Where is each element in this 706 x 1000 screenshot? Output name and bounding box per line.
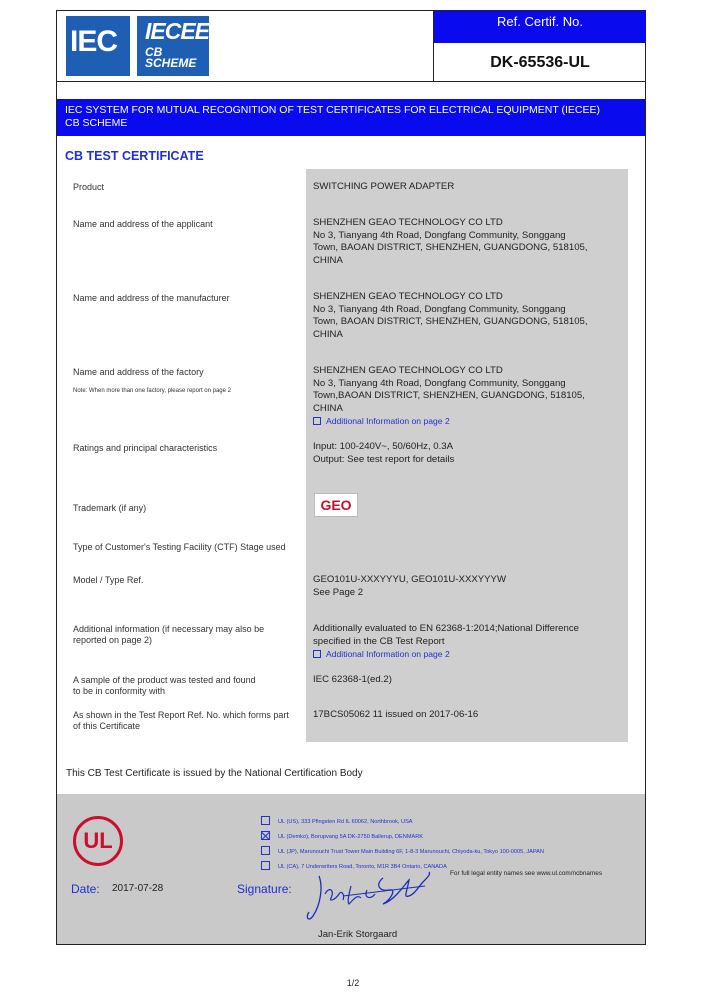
- product-label: Product: [73, 182, 105, 192]
- page-number: 1/2: [346, 978, 360, 988]
- model-value: GEO101U-XXXYYYU, GEO101U-XXXYYYW See Page 2: [313, 574, 507, 598]
- additional-info-value: Additionally evaluated to EN 62368-1:2014;National Difference specified in the CB Test Report Additional Information on page 2: [313, 623, 579, 659]
- applicant-address: SHENZHEN GEAO TECHNOLOGY CO LTD No 3, Tianyang 4th Road, Dongfang Community, Songgang Town, BAOAN DISTRICT, SHENZHEN, GUANGDONG, 518105, CHINA: [313, 217, 588, 266]
- certificate-title: CB TEST CERTIFICATE: [65, 149, 204, 163]
- report-reference: 17BCS05062 11 issued on 2017-06-16: [313, 709, 479, 720]
- factory-additional-info: Additional Information on page 2: [326, 416, 450, 426]
- report-label: As shown in the Test Report Ref. No. which forms part of this Certificate: [73, 710, 289, 731]
- ncb-ul-jp-checkbox[interactable]: [261, 846, 270, 855]
- ratings-value: Input: 100-240V~, 50/60Hz, 0.3A Output: See test report for details: [313, 441, 455, 465]
- factory-label: Name and address of the factory: [73, 367, 204, 377]
- signature-label: Signature:: [237, 882, 292, 896]
- additional-info-checkbox[interactable]: [313, 650, 321, 658]
- iec-logo: IEC: [66, 16, 130, 76]
- date-value: 2017-07-28: [112, 883, 164, 894]
- trademark-label: Trademark (if any): [73, 503, 147, 513]
- legal-entity-note: For full legal entity names see www.ul.com/ncbnames: [450, 870, 603, 877]
- factory-additional-checkbox[interactable]: [313, 417, 321, 425]
- additional-info-label: Additional information (if necessary may also be reported on page 2): [73, 624, 265, 645]
- manufacturer-label: Name and address of the manufacturer: [73, 293, 230, 303]
- signer-name: Jan-Erik Storgaard: [318, 929, 398, 940]
- handwritten-signature: [305, 864, 435, 926]
- ncb-ul-demko-checkbox[interactable]: [261, 831, 270, 840]
- reference-box: [433, 11, 646, 81]
- issued-by-statement: This CB Test Certificate is issued by the National Certification Body: [66, 768, 363, 779]
- certificate-frame: [56, 10, 646, 945]
- ul-logo: UL: [73, 816, 123, 866]
- ref-certificate-label: Ref. Certif. No.: [434, 11, 646, 43]
- applicant-label: Name and address of the applicant: [73, 219, 213, 229]
- ncb-ul-ca-checkbox[interactable]: [261, 861, 270, 870]
- ncb-ul-demko: UL (Demko), Borupvang 5A DK-2750 Ballerup, DENMARK: [261, 831, 423, 840]
- ncb-ul-ca: UL (CA), 7 Underwriters Road, Toronto, M1R 3B4 Ontario, CANADA: [261, 861, 447, 870]
- ctf-label: Type of Customer's Testing Facility (CTF) Stage used: [73, 542, 286, 552]
- ncb-ul-us: UL (US), 333 Pfingsten Rd IL 60062, Northbrook, USA: [261, 816, 413, 825]
- conformity-standard: IEC 62368-1(ed.2): [313, 674, 392, 685]
- ncb-ul-jp: UL (JP), Marunouchi Trust Tower Main Building 6F, 1-8-3 Marunouchi, Chiyoda-ku, Tokyo 100-0005, JAPAN: [261, 846, 544, 855]
- factory-note: Note: When more than one factory, please report on page 2: [73, 388, 231, 394]
- model-label: Model / Type Ref.: [73, 575, 144, 585]
- manufacturer-address: SHENZHEN GEAO TECHNOLOGY CO LTD No 3, Tianyang 4th Road, Dongfang Community, Songgang Town, BAOAN DISTRICT, SHENZHEN, GUANGDONG, 518105, CHINA: [313, 291, 588, 340]
- product-value: SWITCHING POWER ADAPTER: [313, 181, 455, 192]
- iecee-cb-scheme-logo: IECEE CB SCHEME: [137, 16, 209, 76]
- certificate-header: [57, 11, 645, 82]
- additional-info-page2: Additional Information on page 2: [326, 649, 450, 659]
- ref-certificate-number: DK-65536-UL: [490, 54, 590, 71]
- geo-trademark-logo: GEO: [314, 493, 358, 517]
- iecee-banner: IEC SYSTEM FOR MUTUAL RECOGNITION OF TEST CERTIFICATES FOR ELECTRICAL EQUIPMENT (IECEE) CB SCHEME: [57, 99, 645, 136]
- factory-address: SHENZHEN GEAO TECHNOLOGY CO LTD No 3, Tianyang 4th Road, Dongfang Community, Songgang Town,BAOAN DISTRICT, SHENZHEN, GUANGDONG, 518105, CHINA Additional Information on page 2: [313, 365, 585, 426]
- ncb-ul-us-checkbox[interactable]: [261, 816, 270, 825]
- conformity-label: A sample of the product was tested and found to be in conformity with: [73, 675, 256, 696]
- certification-body-footer: [57, 794, 645, 944]
- date-label: Date:: [71, 882, 100, 896]
- ratings-label: Ratings and principal characteristics: [73, 443, 218, 453]
